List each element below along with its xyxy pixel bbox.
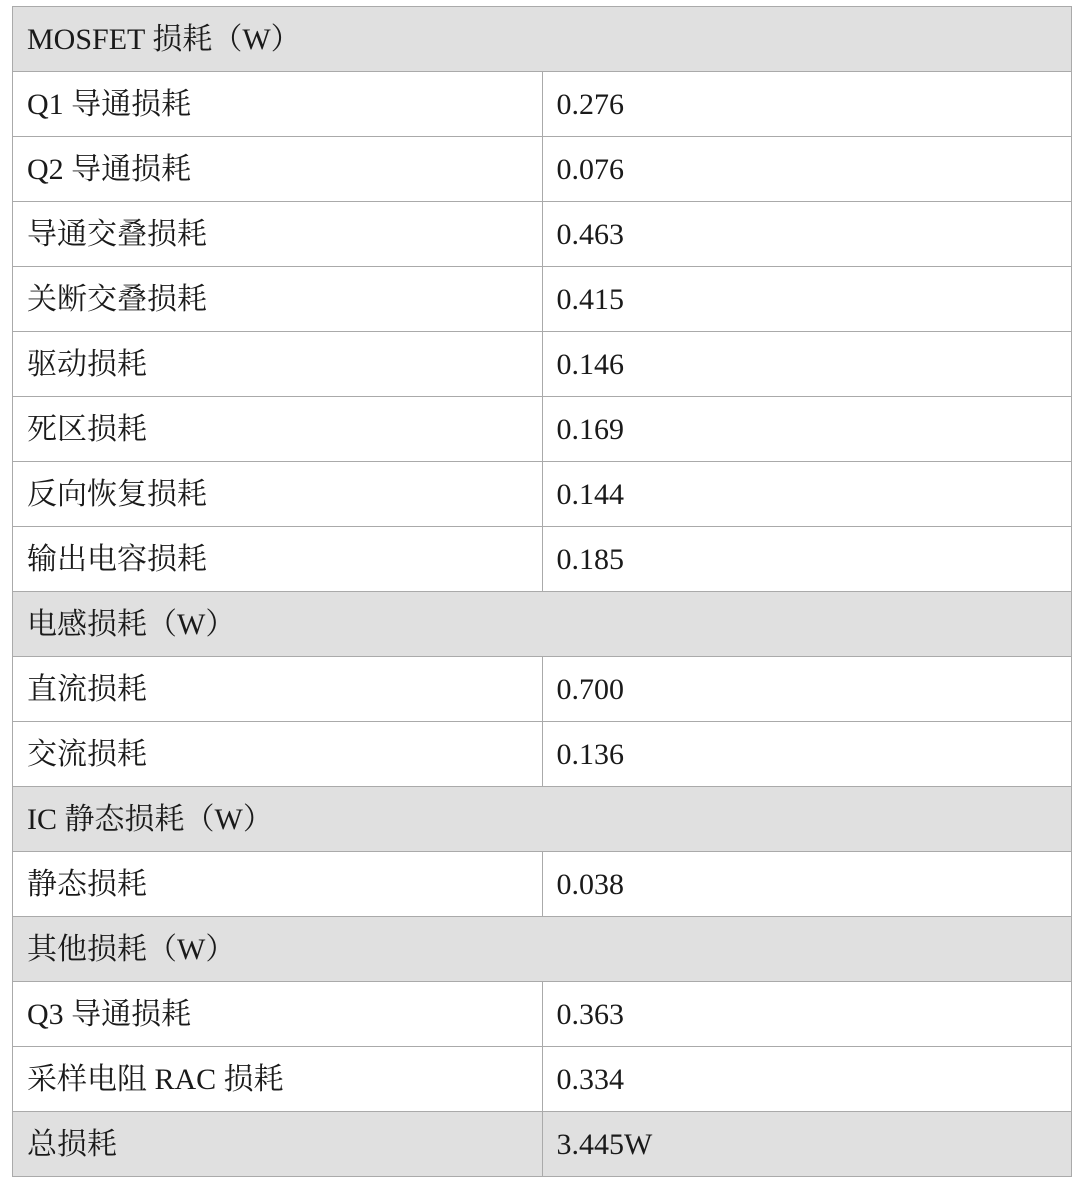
table-row xyxy=(13,657,1072,722)
section-title: 电感损耗（W） xyxy=(13,592,1072,657)
table-body xyxy=(13,7,1072,1177)
table-row xyxy=(13,1047,1072,1112)
row-value: 0.463 xyxy=(542,202,1072,267)
section-title: 其他损耗（W） xyxy=(13,917,1072,982)
table-section-row xyxy=(13,7,1072,72)
table-row xyxy=(13,202,1072,267)
row-label: Q3 导通损耗 xyxy=(13,982,543,1047)
row-label: 交流损耗 xyxy=(13,722,543,787)
row-value: 0.076 xyxy=(542,137,1072,202)
row-label: 导通交叠损耗 xyxy=(13,202,543,267)
table-row xyxy=(13,332,1072,397)
row-value: 0.185 xyxy=(542,527,1072,592)
table-row xyxy=(13,462,1072,527)
row-label: 输出电容损耗 xyxy=(13,527,543,592)
table-row xyxy=(13,267,1072,332)
row-value: 0.276 xyxy=(542,72,1072,137)
row-label: 关断交叠损耗 xyxy=(13,267,543,332)
table-section-row xyxy=(13,592,1072,657)
row-label: Q2 导通损耗 xyxy=(13,137,543,202)
row-value: 0.334 xyxy=(542,1047,1072,1112)
row-label: 反向恢复损耗 xyxy=(13,462,543,527)
row-value: 0.700 xyxy=(542,657,1072,722)
table-row xyxy=(13,527,1072,592)
table-row xyxy=(13,852,1072,917)
table-row xyxy=(13,397,1072,462)
table-section-row xyxy=(13,917,1072,982)
row-label: 静态损耗 xyxy=(13,852,543,917)
row-value: 0.136 xyxy=(542,722,1072,787)
table-row xyxy=(13,137,1072,202)
table-row xyxy=(13,1112,1072,1177)
row-label: 死区损耗 xyxy=(13,397,543,462)
row-label: 驱动损耗 xyxy=(13,332,543,397)
row-label: 采样电阻 RAC 损耗 xyxy=(13,1047,543,1112)
row-value: 0.146 xyxy=(542,332,1072,397)
table-row xyxy=(13,72,1072,137)
row-value: 0.415 xyxy=(542,267,1072,332)
row-label: Q1 导通损耗 xyxy=(13,72,543,137)
section-title: IC 静态损耗（W） xyxy=(13,787,1072,852)
power-loss-table xyxy=(12,6,1072,1177)
row-value: 0.038 xyxy=(542,852,1072,917)
row-label: 总损耗 xyxy=(13,1112,543,1177)
table-row xyxy=(13,982,1072,1047)
row-value: 0.363 xyxy=(542,982,1072,1047)
row-label: 直流损耗 xyxy=(13,657,543,722)
row-value: 0.169 xyxy=(542,397,1072,462)
row-value: 0.144 xyxy=(542,462,1072,527)
row-value: 3.445W xyxy=(542,1112,1072,1177)
table-section-row xyxy=(13,787,1072,852)
table-row xyxy=(13,722,1072,787)
section-title: MOSFET 损耗（W） xyxy=(13,7,1072,72)
